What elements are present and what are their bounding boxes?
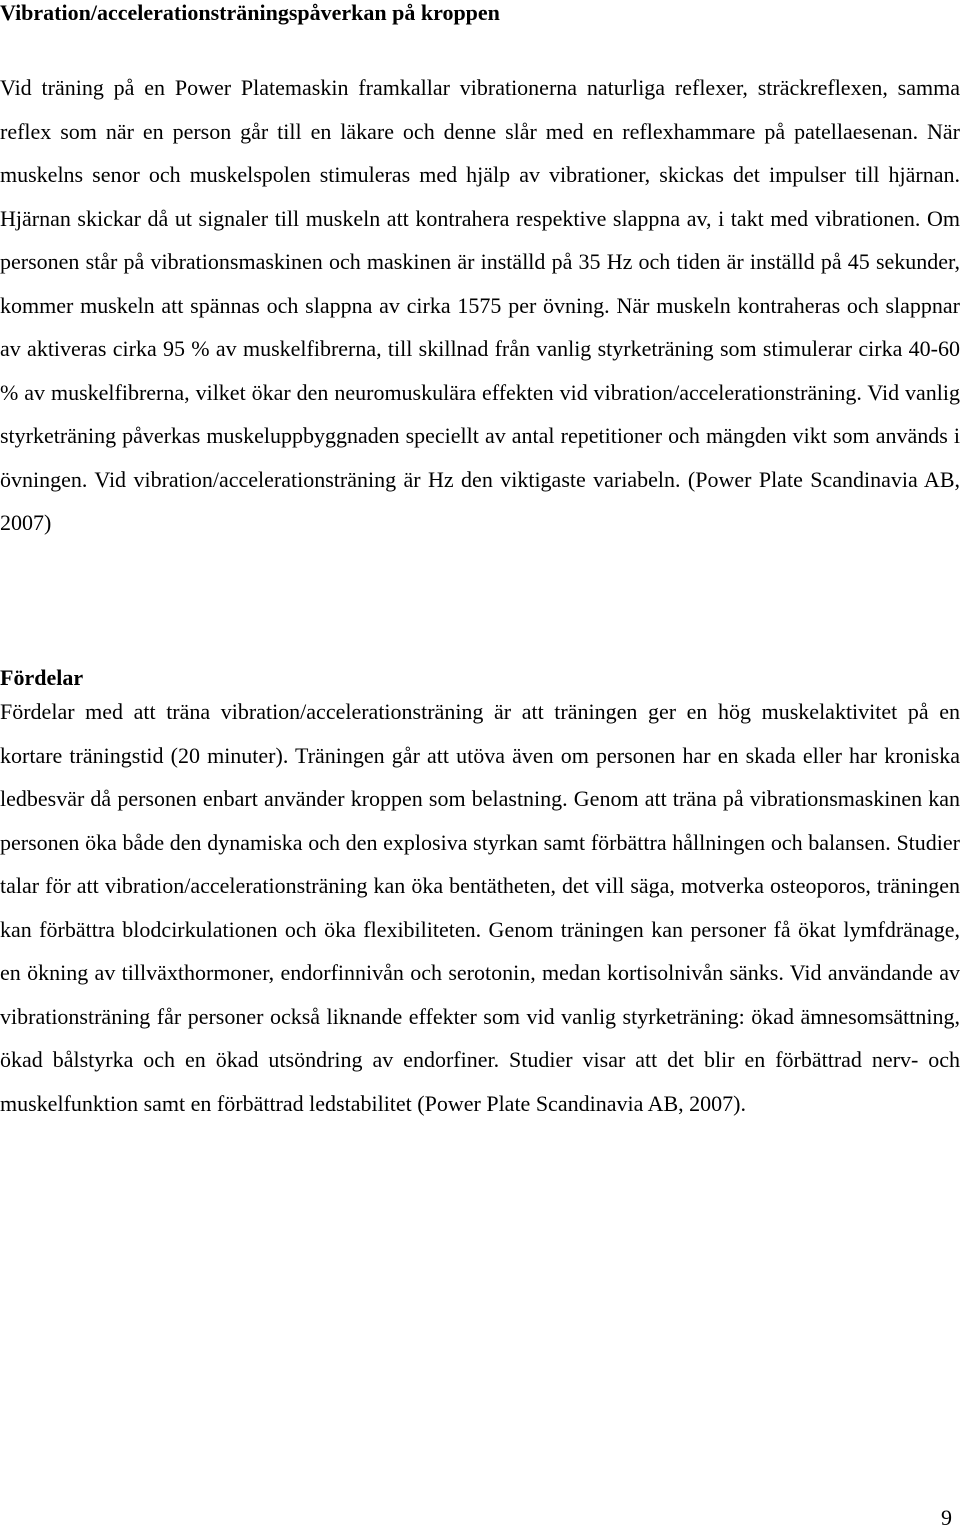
subsection-body-paragraph: Fördelar med att träna vibration/accelerationsträning är att träningen ger en hög muskelaktivitet på en kortare träningstid (20 minuter). Träningen går att utöva även om personen har en skada eller har kroniska ledbesvär då personen enbart använder kroppen som belastning. Genom att träna på vibrationsmaskinen kan personen öka både den dynamiska och den explosiva styrkan samt förbättra hållningen och balansen. Studier talar för att vibration/accelerationsträning kan öka bentätheten, det vill säga, motverka osteoporos, träningen kan förbättra blodcirkulationen och öka flexibiliteten. Genom träningen kan personer få ökat lymfdränage, en ökning av tillväxthormoner, endorfinnivån och serotonin, medan kortisolnivån sänks. Vid användande av vibrationsträning får personer också liknande effekter som vid vanlig styrketräning: ökad ämnesomsättning, ökad bålstyrka och en ökad utsöndring av endorfiner. Studier visar att det blir en förbättrad nerv- och muskelfunktion samt en förbättrad ledstabilitet (Power Plate Scandinavia AB, 2007). — [0, 699, 960, 1116]
subsection-heading: Fördelar — [0, 665, 84, 690]
section-heading: Vibration/accelerationsträningspåverkan på kroppen — [0, 0, 500, 25]
page-number: 9 — [941, 1505, 952, 1530]
section-body-paragraph: Vid träning på en Power Platemaskin framkallar vibrationerna naturliga reflexer, sträckreflexen, samma reflex som när en person går till en läkare och denne slår med en reflexhammare på patellaesenan. När muskelns senor och muskelspolen stimuleras med hjälp av vibrationer, skickas det impulser till hjärnan. Hjärnan skickar då ut signaler till muskeln att kontrahera respektive slappna av, i takt med vibrationen. Om personen står på vibrationsmaskinen och maskinen är inställd på 35 Hz och tiden är inställd på 45 sekunder, kommer muskeln att spännas och slappna av cirka 1575 per övning. När muskeln kontraheras och slappnar av aktiveras cirka 95 % av muskelfibrerna, till skillnad från vanlig styrketräning som stimulerar cirka 40-60 % av muskelfibrerna, vilket ökar den neuromuskulära effekten vid vibration/accelerationsträning. Vid vanlig styrketräning påverkas muskeluppbyggnaden speciellt av antal repetitioner och mängden vikt som används i övningen. Vid vibration/accelerationsträning är Hz den viktigaste variabeln. (Power Plate Scandinavia AB, 2007) — [0, 75, 960, 535]
